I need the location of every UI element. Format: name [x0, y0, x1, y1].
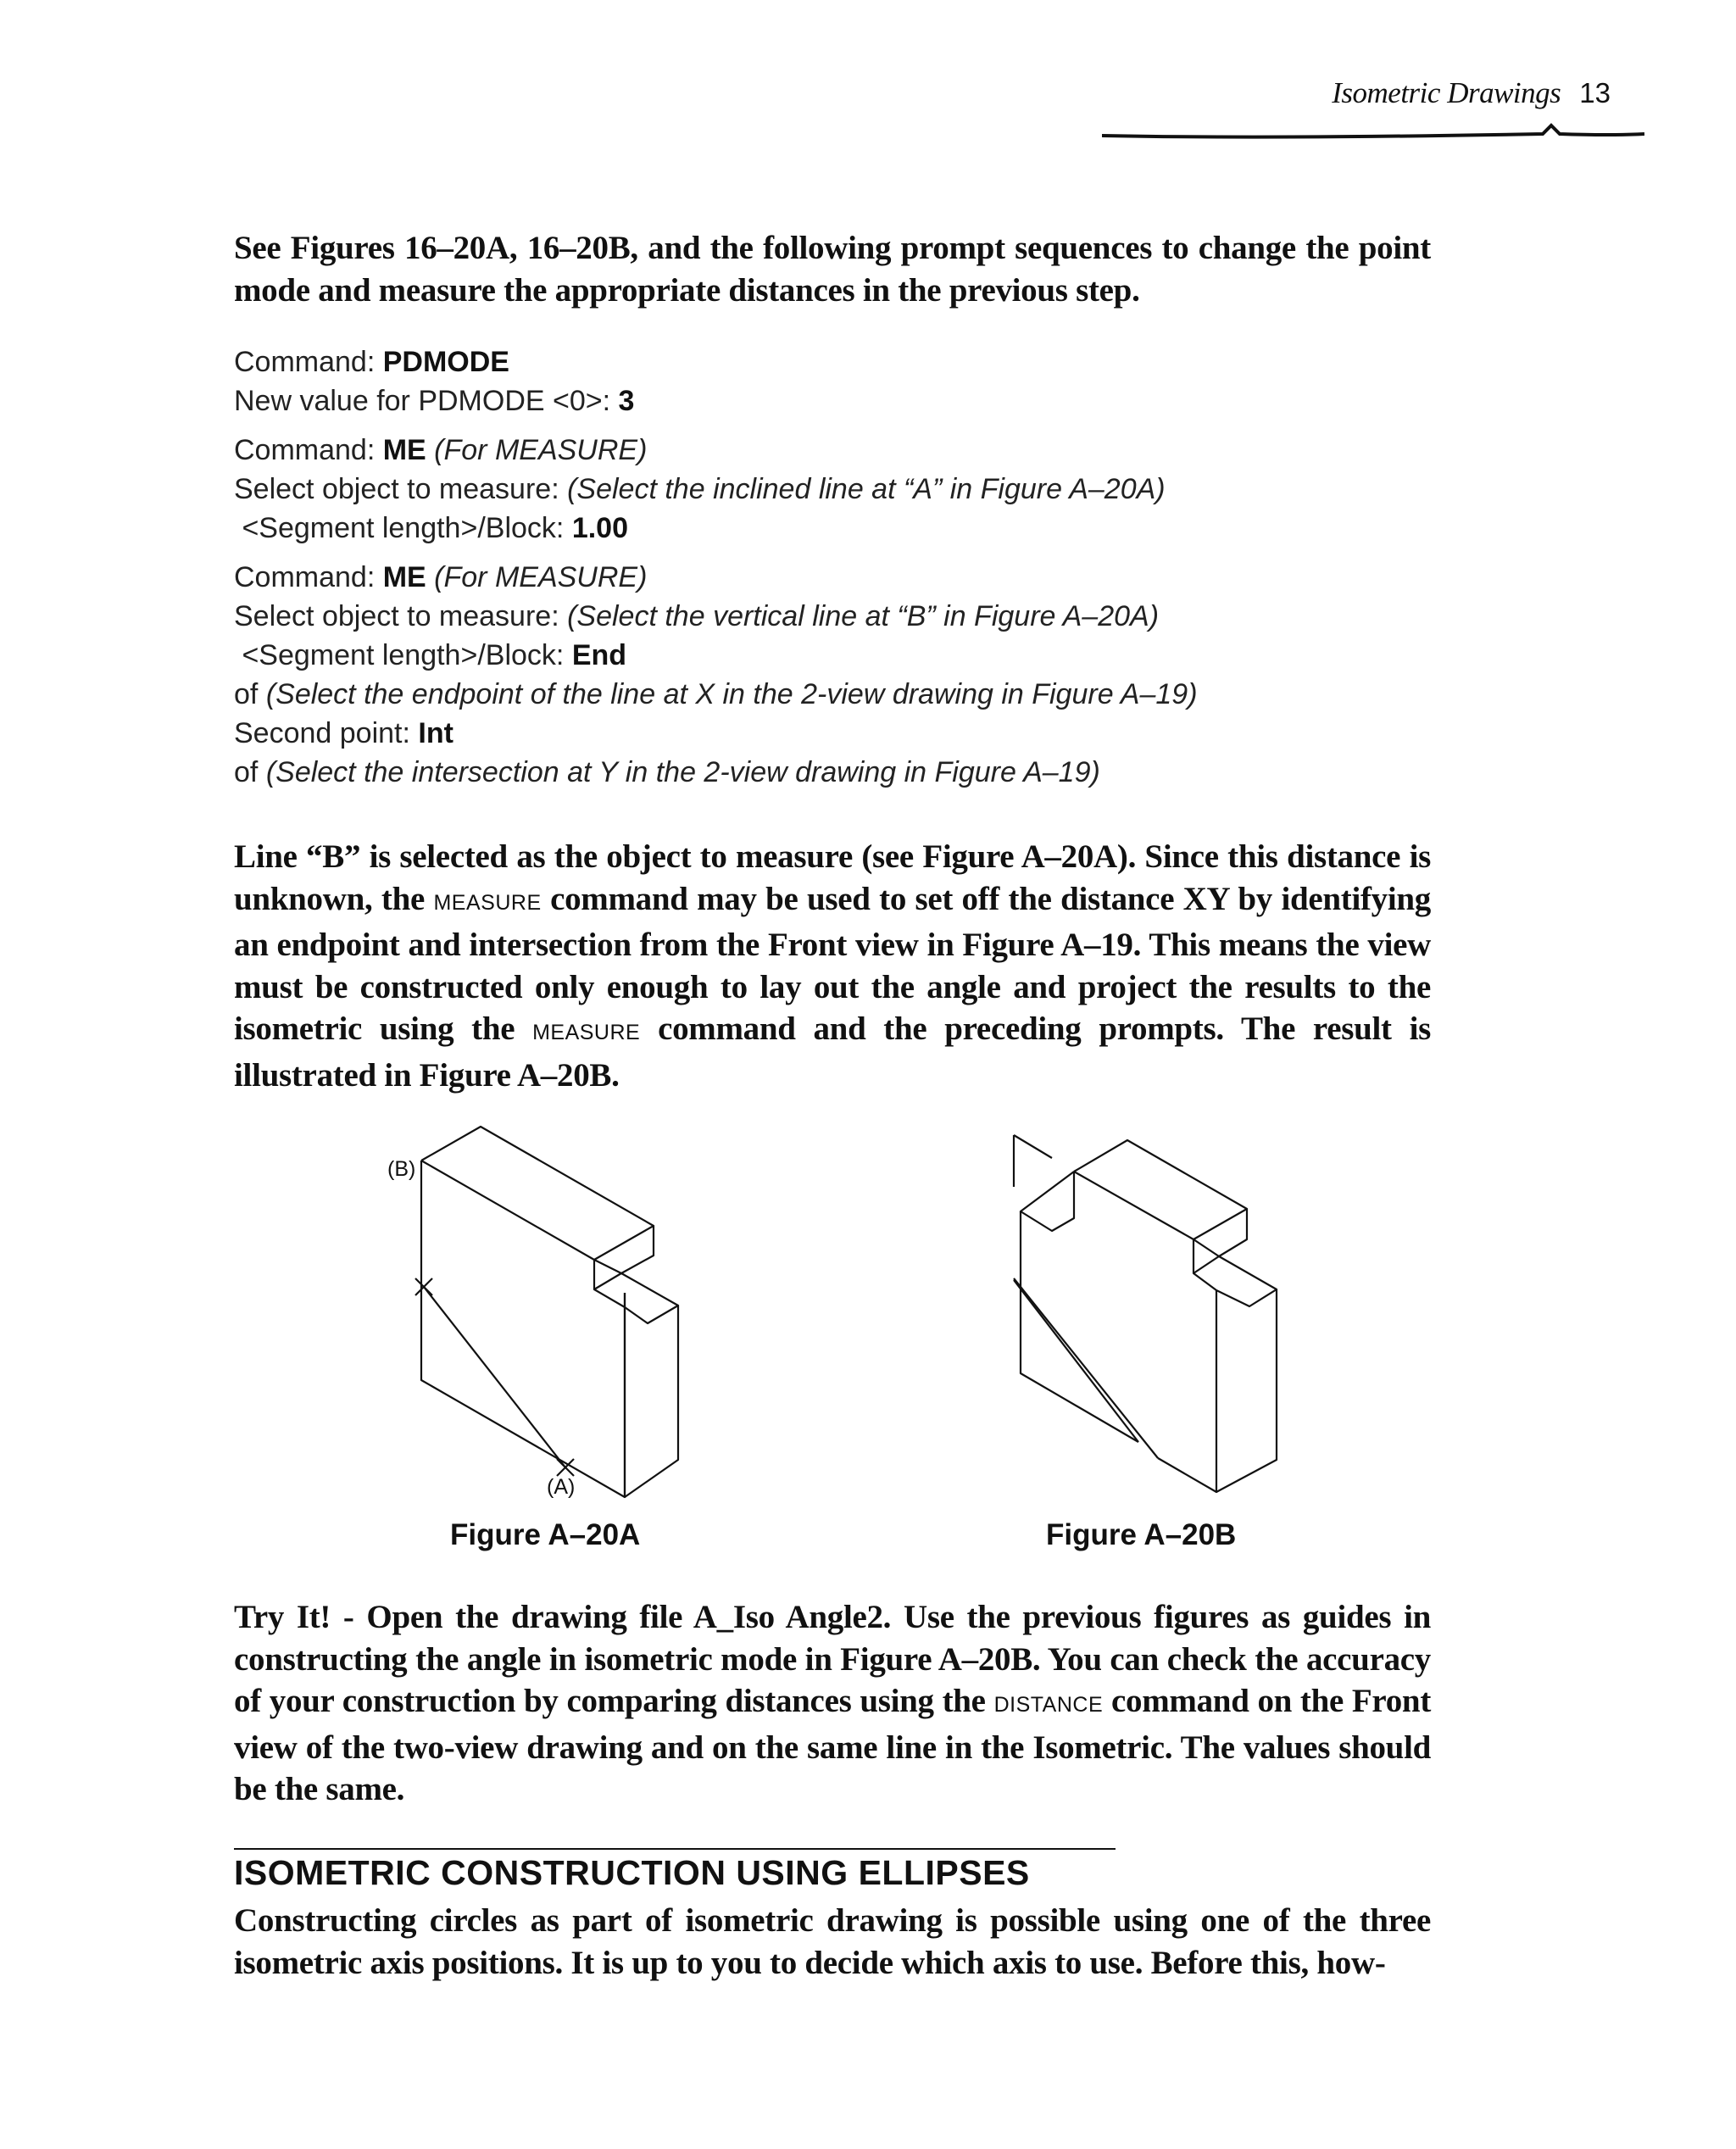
figure-a20b-caption: Figure A–20B — [1046, 1518, 1237, 1551]
command-input: 3 — [618, 385, 635, 417]
heading-rule — [234, 1848, 1116, 1850]
section-heading: ISOMETRIC CONSTRUCTION USING ELLIPSES — [234, 1853, 1030, 1892]
intro-paragraph: See Figures 16–20A, 16–20B, and the following prompt sequences to change the point mode and measure the appropriate distances in the previous step. — [234, 230, 1431, 309]
command-group-pdmode: Command: PDMODE New value for PDMODE <0>: 3 — [234, 346, 635, 417]
command-group-measure-2: Command: ME (For MEASURE) Select object to measure: (Select the vertical line at “B” in Figure A–20A) <Segment length>/Block: End of (Select the endpoint of the line at X in the 2-view drawing in Figure A–19) Second point: Int of (Select the intersection at Y in the 2-view drawing in Figure A–19) — [234, 561, 1198, 788]
label-a: (A) — [547, 1475, 576, 1499]
command-group-measure-1: Command: ME (For MEASURE) Select object to measure: (Select the inclined line at “A” in Figure A–20A) <Segment length>/Block: 1.00 — [234, 434, 1166, 544]
explanation-paragraph: Line “B” is selected as the object to measure (see Figure A–20A). Since this distance is unknown, the MEASURE command may be used to set off the distance XY by identifying an endpoint and intersection from the Front view in Figure A–19. This means the view must be constructed only enough to lay out the angle and project the results to the isometric using the MEASURE command and the preceding prompts. The result is illustrated in Figure A–20B. — [234, 838, 1432, 1094]
ellipses-paragraph: Constructing circles as part of isometric drawing is possible using one of the three isometric axis positions. It is up to you to decide which axis to use. Before this, how- — [234, 1902, 1431, 1981]
label-b: (B) — [387, 1157, 416, 1181]
figure-a20a-caption: Figure A–20A — [450, 1518, 641, 1551]
try-it-paragraph: Try It! - Open the drawing file A_Iso Angle2. Use the previous figures as guides in constructing the angle in isometric mode in Figure A–20B. You can check the accuracy of your construction by comparing distances using the DISTANCE command on the Front view of the two-view drawing and on the same line in the Isometric. The values should be the same. — [234, 1599, 1432, 1807]
page-number: 13 — [1579, 77, 1611, 109]
section-title: Isometric Drawings — [1332, 76, 1561, 109]
command-input: PDMODE — [382, 346, 509, 378]
try-it-lead: Try It! — [234, 1599, 331, 1635]
